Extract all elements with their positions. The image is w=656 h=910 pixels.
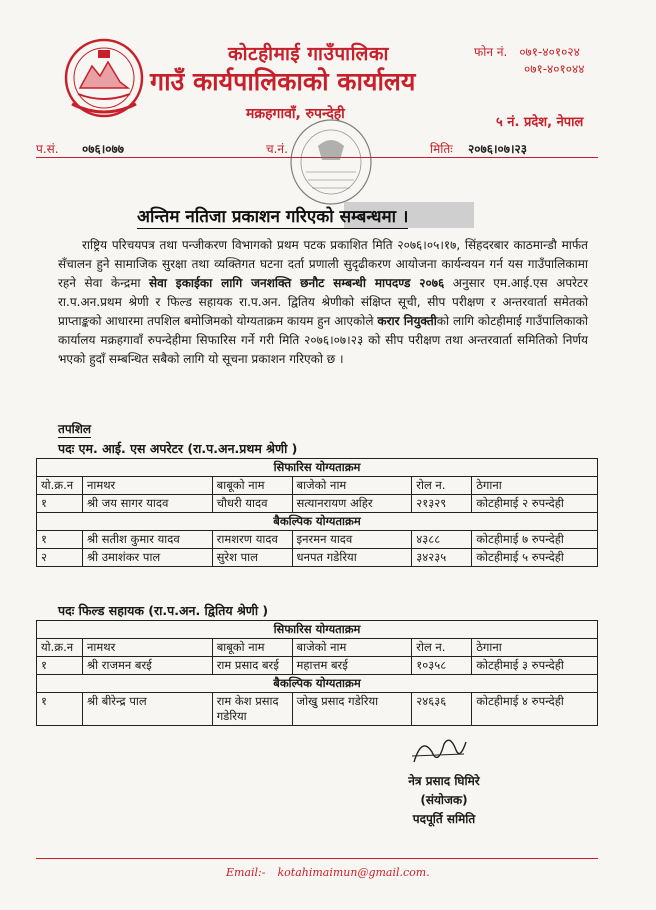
subject-heading: अन्तिम नतिजा प्रकाशन गरिएको सम्बन्धमा । — [137, 204, 408, 229]
table-row — [37, 657, 598, 675]
cell: कोटहीमाई ७ रुपन्देही — [472, 531, 598, 549]
cell: २ — [37, 549, 83, 567]
cell: चौधरी यादव — [212, 495, 292, 513]
cell: राम केश प्रसाद गडेरिया — [212, 693, 292, 726]
cell: २१३२९ — [412, 495, 472, 513]
post1-title: पदः एम. आई. एस अपरेटर (रा.प.अन.प्रथम श्रेणी ) — [58, 441, 298, 456]
col-roll: रोल न. — [412, 639, 472, 657]
col-name: नामथर — [82, 477, 212, 495]
cell: श्री बीरेन्द्र पाल — [82, 693, 212, 726]
details-heading: तपशिल — [58, 422, 92, 436]
phone-label: फोन नं. — [474, 45, 508, 59]
col-grandfather: बाजेको नाम — [292, 477, 412, 495]
cell: श्री जय सागर यादव — [82, 495, 212, 513]
date-value: २०७६।०७।२३ — [468, 142, 528, 156]
footer-divider — [36, 858, 598, 859]
signature-scribble-icon — [408, 732, 468, 772]
cell: सत्यानरायण अहिर — [292, 495, 412, 513]
col-father: बाबूको नाम — [212, 477, 292, 495]
cell: सुरेश पाल — [212, 549, 292, 567]
cell: १०३५८ — [412, 657, 472, 675]
cell: रामशरण यादव — [212, 531, 292, 549]
cell: १ — [37, 657, 83, 675]
col-name: नामथर — [82, 639, 212, 657]
table-header-row — [37, 477, 598, 495]
col-roll: रोल न. — [412, 477, 472, 495]
signatory-block — [388, 772, 500, 829]
cn-label: च.नं. — [266, 142, 288, 156]
cell: श्री उमाशंकर पाल — [82, 549, 212, 567]
table-header-row — [37, 639, 598, 657]
section-recommended: सिफारिस योग्यताक्रम — [37, 621, 598, 639]
office-name: गाउँ कार्यपालिकाको कार्यालय — [150, 67, 416, 96]
table-row — [37, 549, 598, 567]
cell: १ — [37, 531, 83, 549]
cell: कोटहीमाई ३ रुपन्देही — [472, 657, 598, 675]
phone-number-2: ०७१-४०१०४४ — [524, 62, 585, 76]
office-stamp-icon — [288, 116, 374, 208]
col-grandfather: बाजेको नाम — [292, 639, 412, 657]
section-recommended: सिफारिस योग्यताक्रम — [37, 459, 598, 477]
table-row — [37, 531, 598, 549]
email-address[interactable]: kotahimaimun@gmail.com. — [277, 866, 430, 879]
ps-label: प.सं. — [36, 142, 59, 156]
signatory-role: (संयोजक) — [420, 793, 468, 807]
cell: १ — [37, 693, 83, 726]
section-alternate: बैकल्पिक योग्यताक्रम — [37, 675, 598, 693]
office-location: मक्रहगावाँ, रुपन्देही — [246, 106, 345, 122]
cell: राम प्रसाद बरई — [212, 657, 292, 675]
body-part-3: को लागि कोटहीमाई गाउँपालिकाको कार्यालय मक्रहगावाँ रुपन्देहीमा सिफारिस गर्ने गरी मिति २०७६।०७।२३ को सीप परीक्षण तथा अन्तरवार्ता समितिको निर्णय भएको हुदाँ सम्बन्धित सबैको लागि यो सूचना प्रकाशन गरिएको छ । — [58, 314, 588, 366]
email-label: Email:- — [226, 866, 266, 879]
body-part-2: अनुसार एम.आई.एस अपरेटर रा.प.अन.प्रथम श्रेणी र फिल्ड सहायक रा.प.अन. द्वितिय श्रेणीको संक्षिप्त सूची, सीप परीक्षण र अन्तरवार्ता समेतको प्राप्ताङ्कको आधारमा तपशिल बमोजिमको योग्यताक्रम कायम हुन आएकोले — [58, 276, 589, 328]
section-alternate: बैकल्पिक योग्यताक्रम — [37, 513, 598, 531]
cell: २४६३६ — [412, 693, 472, 726]
phone-block — [474, 44, 585, 78]
col-address: ठेगाना — [472, 477, 598, 495]
cell: जोखु प्रसाद गडेरिया — [292, 693, 412, 726]
cell: ४३८८ — [412, 531, 472, 549]
cell: महात्तम बरई — [292, 657, 412, 675]
government-emblem-icon — [58, 38, 150, 118]
cell: कोटहीमाई २ रुपन्देही — [472, 495, 598, 513]
col-address: ठेगाना — [472, 639, 598, 657]
ps-value: ०७६।०७७ — [82, 142, 124, 156]
municipality-name: कोटहीमाई गाउँपालिका — [228, 43, 389, 65]
date-label: मितिः — [430, 142, 453, 156]
cell: १ — [37, 495, 83, 513]
col-father: बाबूको नाम — [212, 639, 292, 657]
cell: धनपत गडेरिया — [292, 549, 412, 567]
cell: श्री राजमन बरई — [82, 657, 212, 675]
signatory-name: नेत्र प्रसाद घिमिरे — [408, 774, 480, 788]
post2-table — [36, 620, 598, 726]
col-serial: यो.क्र.न — [37, 639, 83, 657]
post1-table — [36, 458, 598, 567]
table-row — [37, 693, 598, 726]
table-row — [37, 495, 598, 513]
body-part-1: राष्ट्रिय परिचयपत्र तथा पन्जीकरण विभागको प्रथम पटक प्रकाशित मिति २०७६।०५।१७, सिंहदरबार काठमान्डौ मार्फत सँचालन हुने सामाजिक सुरक्षा तथा व्यक्तिगत घटना दर्ता प्रणाली सुदृढीकरण आयोजना कार्यन्वयन गर्न यस गाउँपालिकामा रहने सेवा केन्द्रमा — [58, 238, 588, 290]
footer-email — [226, 866, 430, 879]
post2-title: पदः फिल्ड सहायक (रा.प.अन. द्वितिय श्रेणी ) — [58, 603, 269, 618]
body-bold-2: करार नियुक्ती — [377, 314, 437, 328]
phone-number-1: ०७१-४०१०२४ — [519, 45, 580, 59]
body-bold-1: सेवा इकाईका लागि जनशक्ति छनौट सम्बन्धी मापदण्ड २०७६ — [149, 276, 445, 290]
signatory-committee: पदपूर्ति समिति — [412, 812, 476, 826]
cell: कोटहीमाई ५ रुपन्देही — [472, 549, 598, 567]
cell: कोटहीमाई ४ रुपन्देही — [472, 693, 598, 726]
cell: ३४२३५ — [412, 549, 472, 567]
col-serial: यो.क्र.न — [37, 477, 83, 495]
notice-body — [58, 236, 588, 369]
cell: श्री सतीश कुमार यादव — [82, 531, 212, 549]
cell: इनरमन यादव — [292, 531, 412, 549]
province-label: ५ नं. प्रदेश, नेपाल — [496, 115, 584, 130]
